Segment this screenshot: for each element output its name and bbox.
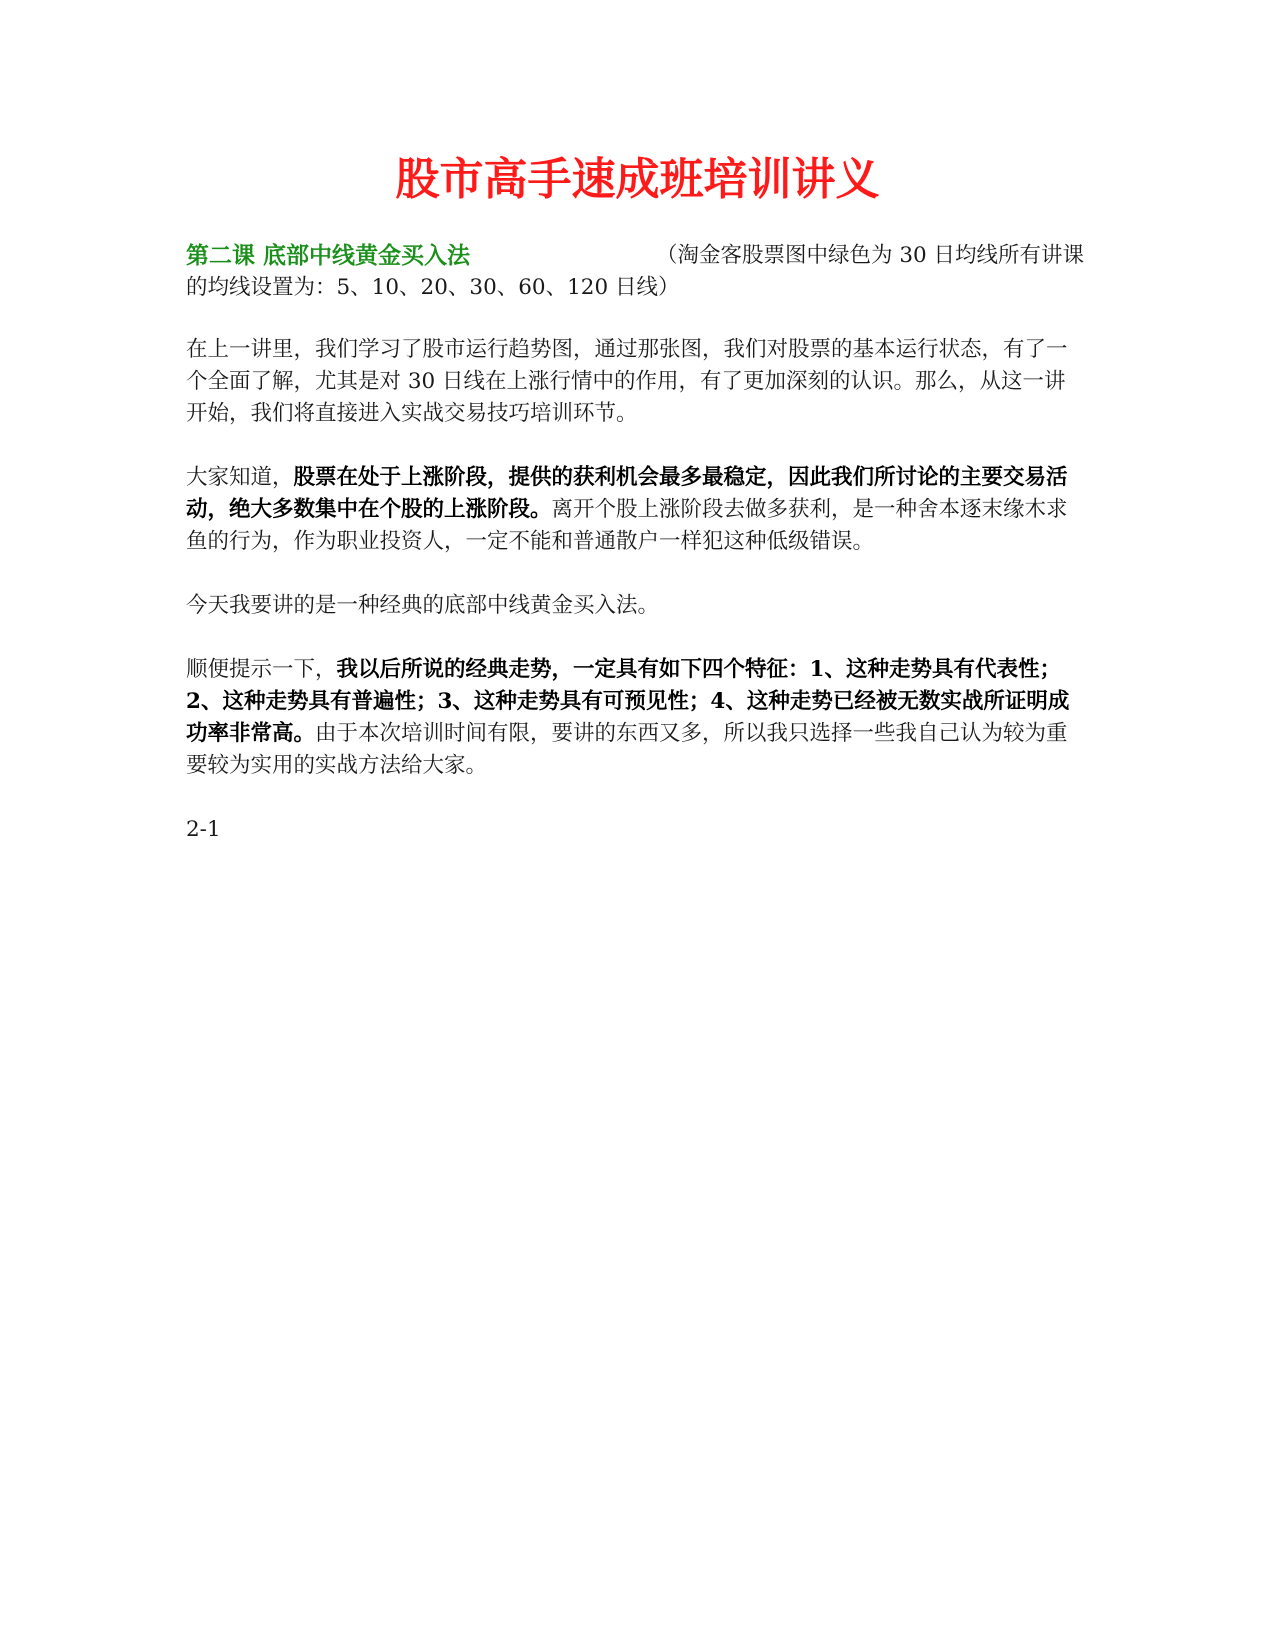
paragraph-features-emphasis: 我以后所说的经典走势，一定具有如下四个特征：1、这种走势具有代表性；2、这种走势具有普遍性；3、这种走势具有可预见性；4、这种走势已经被无数实战所证明成功率非常高。 [186, 657, 1070, 746]
document-body [186, 240, 1086, 846]
page-reference: 2-1 [186, 817, 221, 842]
paragraph-intro: 在上一讲里，我们学习了股市运行趋势图，通过那张图，我们对股票的基本运行状态，有了一个全面了解，尤其是对 30 日线在上涨行情中的作用，有了更加深刻的认识。那么，从这一讲开始，我们将直接进入实战交易技巧培训环节。 [186, 337, 1068, 426]
paragraph-features-lead: 顺便提示一下， [186, 657, 337, 682]
paragraph-uptrend-emphasis: 股票在处于上涨阶段，提供的获利机会最多最稳定，因此我们所讨论的主要交易活动，绝大多数集中在个股的上涨阶段。 [186, 465, 1068, 522]
lesson-note: （淘金客股票图中绿色为 30 日均线所有讲课 [656, 243, 1085, 268]
paragraph-uptrend [186, 462, 1086, 558]
paragraph-features [186, 654, 1086, 782]
lesson-note-continued: 的均线设置为：5、10、20、30、60、120 日线） [186, 275, 680, 300]
paragraph-uptrend-lead: 大家知道， [186, 465, 294, 490]
lesson-heading: 第二课 底部中线黄金买入法 [186, 242, 471, 269]
paragraph-topic: 今天我要讲的是一种经典的底部中线黄金买入法。 [186, 593, 660, 618]
document-title: 股市高手速成班培训讲义 [395, 154, 880, 205]
paragraph-uptrend-tail: 离开个股上涨阶段去做多获利，是一种舍本逐末缘木求鱼的行为，作为职业投资人，一定不能和普通散户一样犯这种低级错误。 [186, 497, 1068, 554]
lesson-header [186, 240, 1086, 304]
paragraph-features-tail: 由于本次培训时间有限，要讲的东西又多，所以我只选择一些我自己认为较为重要较为实用的实战方法给大家。 [186, 721, 1068, 778]
